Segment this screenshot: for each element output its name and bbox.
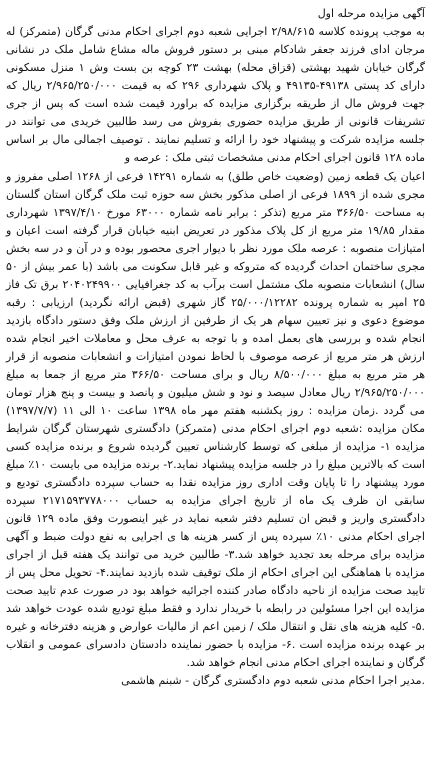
notice-paragraph-1: به موجب پرونده کلاسه ۲/۹۸/۶۱۵ اجرایی شعبه دوم اجرای احکام مدنی گرگان (متمرکز) له مرجان ادای فرزند جعفر شادکام مبنی بر دستور فروش ماله مشاع شامل ملک در نشانی گرگان خیابان شهید بهشتی (قزاق محله) بهشت ۲۳ کوچه بن بست وش ۱ منزل مسکونی دارای کد پستی ۴۹۱۳۸-۴۹۱۳۵ و پلاک شهرداری ۲۹۶ که به قیمت ۲/۹۶۵/۲۵۰/۰۰۰ ریال که جهت فروش مال از طریقه برگزاری مزایده که براورد قیمت شده است که پس از جری تشریفات قانونی از طریق مزایده حضوری بفروش می رسد طالبین خریدی می توانند در جلسه مزایده شرکت و پیشنهاد خود را ارائه و تسلیم نمایند . توصیف اجمالی مال بر اساس ماده ۱۲۸ قانون اجرای احکام مدنی مشخصات ثبتی ملک : عرصه و [6,25,425,164]
notice-signature: .مدیر اجرا احکام مدنی شعبه دوم دادگستری گرگان - شبنم هاشمی [121,674,425,687]
notice-paragraph-2: اعیان یک قطعه زمین (وضعیت خاص طلق) به شماره ۱۴۲۹۱ فرعی از ۱۲۶۸ اصلی مفروز و مجری شده از ۱۸۹۹ فرعی از اصلی مذکور بخش سه حوزه ثبت ملک گرگان استان گلستان به مساحت ۳۶۶/۵۰ متر مربع (تذکر : برابر نامه شماره ۶۳۰۰۰ مورخ ۱۳۹۷/۴/۱۰ شهرداری مقدار ۱۹/۸۵ متر مربع از کل پلاک مذکور در تعریض ابنیه خیابان قرار گرفته است اعیان و امتیازات منصوبه : عرصه ملک مورد نظر با دیوار اجری محصور بوده و در آن و در سه بخش مجری ساختمان احداث گردیده که متروکه و غیر قابل سکونت می باشد (با عمر بیش از ۵۰ سال) انشعابات منصوبه ملک مشتمل است برآب به کد جغرافیایی ۲۰۴۰۲۴۹۹۰۰ برق تک فاز ۲۵ امپر به شماره پرونده ۲۵/۰۰۰/۱۲۲۸۲ گاز شهری (قبض ارائه نگردید) ارزیابی : رقبه موضوع دعوی و نیز تعیین سهام هر یک از طرفین از ارزش ملک وفق دستور دادگاه بازدید انجام شده و بررسی های بعمل امده و با توجه به عرف محل و معاملات اخیر انجام شده ارزش هر متر مربع از عرصه موصوف با لحاظ نمودن امتیازات و انشعابات منصوبه از قرار هر متر مربع به مبلغ ۸/۵۰۰/۰۰۰ ریال و برای مساحت ۳۶۶/۵۰ متر مربع از جمعا به مبلغ ۲/۹۶۵/۲۵۰/۰۰۰ ریال معادل سیصد و نود و شش میلیون و پانصد و بیست و پنج هزار تومان می گردد .زمان مزایده : روز یکشنبه هفتم مهر ماه ۱۳۹۸ ساعت ۱۰ الی ۱۱ (۱۳۹۷/۷/۷) مکان مزایده :شعبه دوم اجرای احکام مدنی (متمرکز) دادگستری شهرستان گرگان شرایط مزایده ۱- مزایده از مبلغی که توسط کارشناس تعیین گردیده شروع و برنده مزایده کسی است که بالاترین مبلغ را در جلسه مزایده پیشنهاد نماید.۲- برنده مزایده می بایست ۱۰٪ مبلغ مورد پیشنهاد را تا پایان وقت اداری روز مزایده نقدا به حساب سپرده دادگستری تودیع و سابقی ان ظرف یک ماه از تاریخ اجرای مزایده به حساب ۲۱۷۱۵۹۳۷۷۸۰۰۰ سپرده دادگستری واریز و قبض ان تسلیم دفتر شعبه نماید در غیر اینصورت وفق ماده ۱۲۹ قانون اجرای احکام مدنی ۱۰٪ سپرده پس از کسر هزینه ها ی اجرایی به نفع دولت ضبط و آگهی مزایده برای مرحله بعد تجدید خواهد شد.۳- طالبین خرید می توانند یک هفته قبل از اجرای مزایده با هماهنگی این اجرای احکام از ملک توقیف شده بازدید نمایند.۴- تحویل محل پس از تایید صحت مزایده از ناحیه دادگاه صادر کننده اجرائیه خواهد بود در صورت عدم تایید صحت مزایده این اجرا مسئولین در رابطه با خریدار ندارد و فقط مبلغ تودیع شده عودت خواهد شد .۵- کلیه هزینه های نقل و انتقال ملک / زمین اعم از مالیات عوارض و هزینه دفترخانه و غیره بر عهده برنده مزایده است .۶- مزایده با حضور نماینده دادستان دادسرای عمومی و انقلاب گرگان و نماینده اجرای احکام مدنی انجام خواهد شد. [6,170,426,669]
notice-heading: آگهی مزایده مرحله اول [317,7,425,20]
